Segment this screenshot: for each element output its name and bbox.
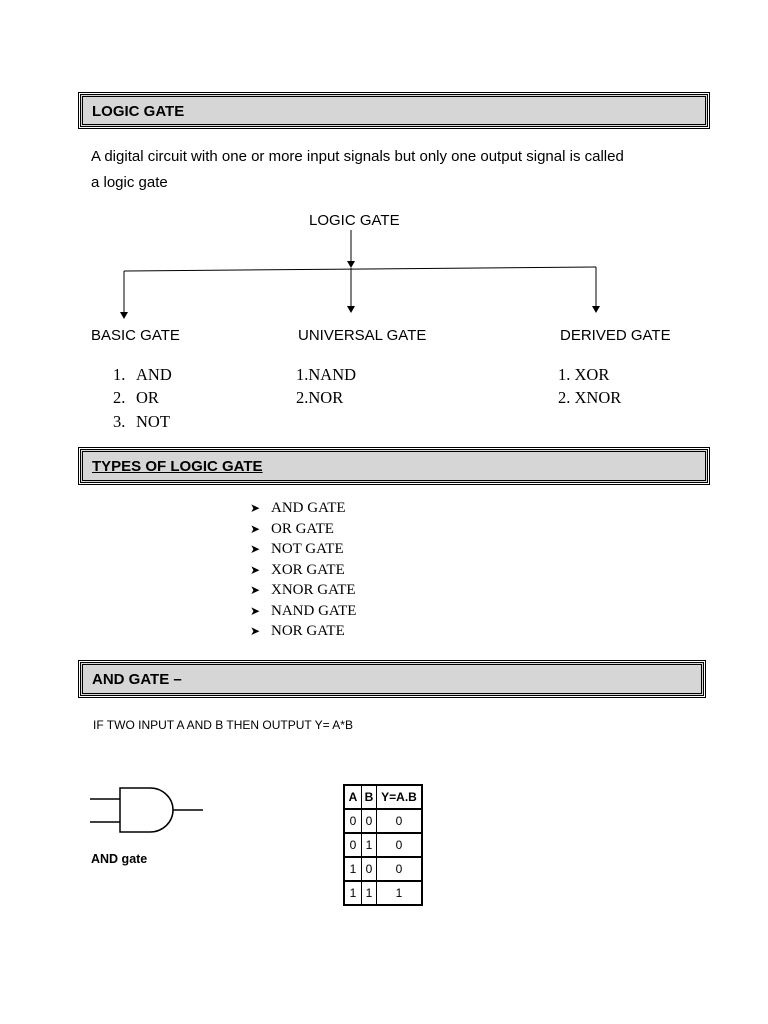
- arrowhead-bullet-icon: ➤: [250, 522, 261, 536]
- and-formula: IF TWO INPUT A AND B THEN OUTPUT Y= A*B: [93, 718, 353, 732]
- list-item: AND GATE: [271, 500, 346, 516]
- branch-universal-label: UNIVERSAL GATE: [298, 327, 427, 344]
- list-item: XNOR GATE: [271, 582, 356, 598]
- table-cell: 0: [377, 833, 423, 857]
- table-header-cell: B: [362, 785, 377, 809]
- list-item: 1.NAND: [296, 365, 357, 384]
- section-heading-text: TYPES OF LOGIC GATE: [92, 458, 263, 475]
- table-cell: 1: [344, 857, 362, 881]
- list-item: OR: [136, 388, 159, 407]
- table-cell: 0: [362, 857, 377, 881]
- table-cell: 0: [362, 809, 377, 833]
- table-cell: 0: [377, 857, 423, 881]
- and-gate-caption: AND gate: [91, 852, 148, 866]
- tree-root-label: LOGIC GATE: [309, 212, 400, 229]
- table-row: [344, 881, 422, 905]
- list-item: 2.NOR: [296, 388, 344, 407]
- table-row: [344, 857, 422, 881]
- list-item: OR GATE: [271, 521, 334, 537]
- list-item: 1. XOR: [558, 365, 610, 384]
- list-item: 2. XNOR: [558, 388, 622, 407]
- table-row: [344, 809, 422, 833]
- section-heading-text: LOGIC GATE: [92, 103, 185, 120]
- table-cell: 1: [362, 833, 377, 857]
- arrowhead-bullet-icon: ➤: [250, 624, 261, 638]
- table-cell: 0: [344, 833, 362, 857]
- and-truth-table: [343, 784, 423, 906]
- table-row: [344, 833, 422, 857]
- section-heading-text: AND GATE –: [92, 671, 182, 688]
- table-cell: 1: [377, 881, 423, 905]
- table-header-cell: A: [344, 785, 362, 809]
- table-header-cell: Y=A.B: [377, 785, 423, 809]
- definition-line-2: a logic gate: [91, 174, 168, 191]
- table-header-row: [344, 785, 422, 809]
- arrowhead-bullet-icon: ➤: [250, 563, 261, 577]
- arrowhead-bullet-icon: ➤: [250, 542, 261, 556]
- list-number: 3.: [113, 412, 126, 431]
- arrowhead-bullet-icon: ➤: [250, 604, 261, 618]
- arrowhead-bullet-icon: ➤: [250, 501, 261, 515]
- list-number: 2.: [113, 388, 126, 407]
- table-cell: 1: [362, 881, 377, 905]
- list-item: NAND GATE: [271, 603, 357, 619]
- branch-derived-label: DERIVED GATE: [560, 327, 671, 344]
- list-item: AND: [136, 365, 172, 384]
- list-item: NOT GATE: [271, 541, 344, 557]
- table-cell: 0: [344, 809, 362, 833]
- definition-line-1: A digital circuit with one or more input signals but only one output signal is called: [91, 148, 624, 165]
- table-cell: 1: [344, 881, 362, 905]
- list-item: XOR GATE: [271, 562, 345, 578]
- arrowhead-bullet-icon: ➤: [250, 583, 261, 597]
- list-number: 1.: [113, 365, 126, 384]
- list-item: NOR GATE: [271, 623, 345, 639]
- list-item: NOT: [136, 412, 170, 431]
- table-cell: 0: [377, 809, 423, 833]
- branch-basic-label: BASIC GATE: [91, 327, 180, 344]
